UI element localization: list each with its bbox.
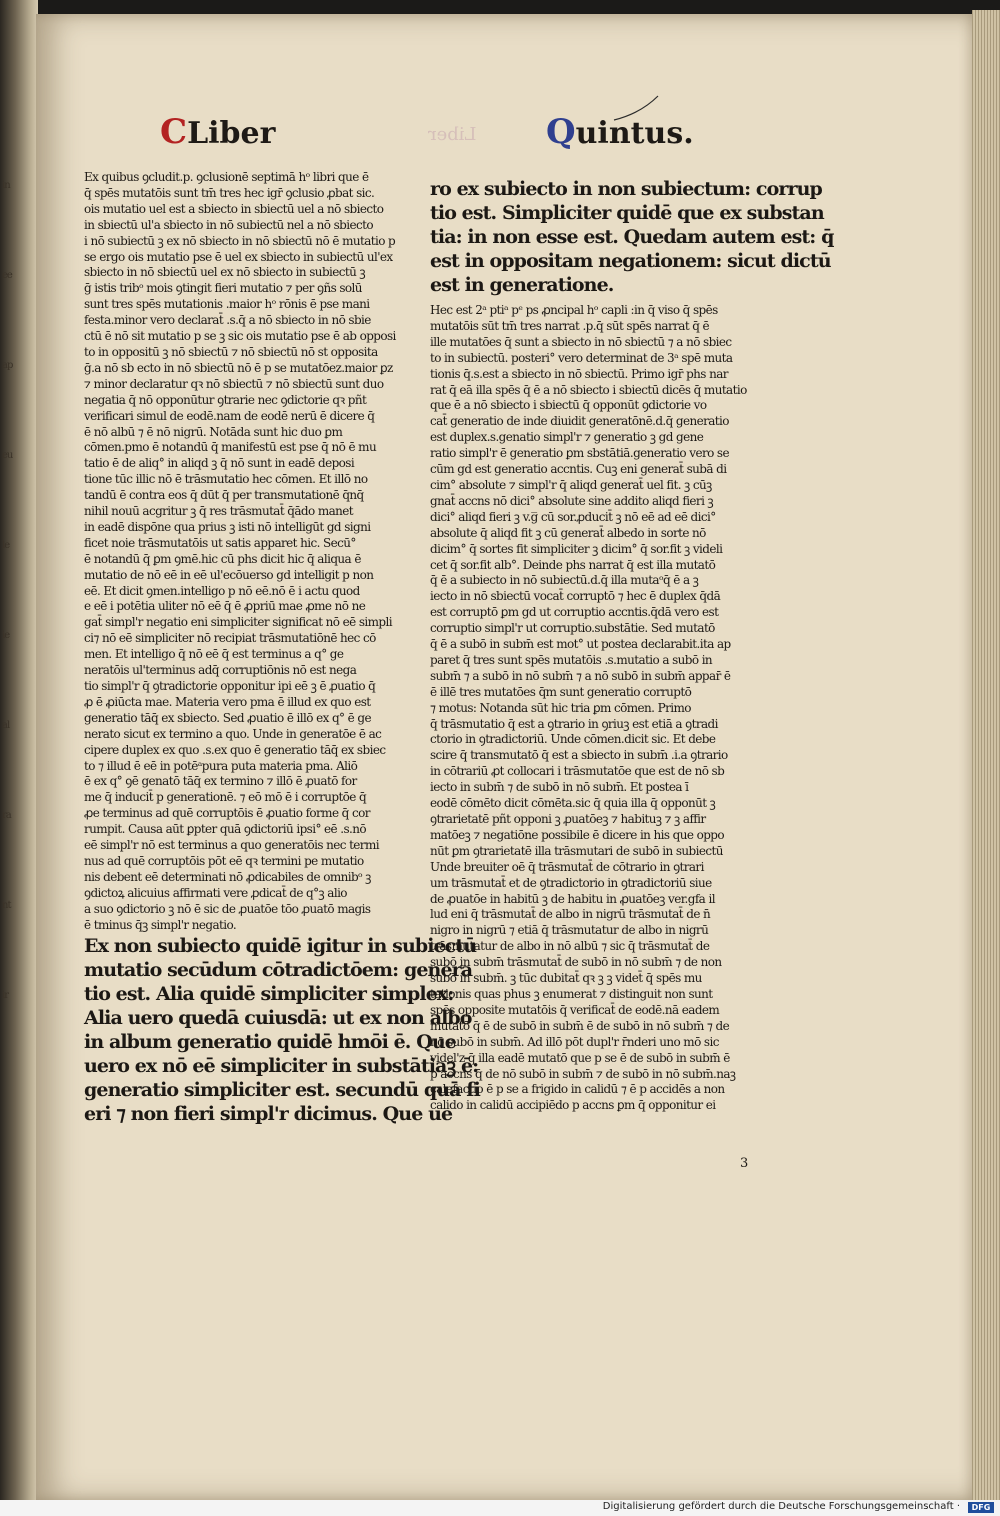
previous-page-fragment: in [2,180,10,191]
commentary-line: gnat̄ accns nō dici° absolute sine addito aliqd fieri ꝫ [430,493,714,508]
text-line: tio est. Simpliciter quidē que ex substan [430,202,824,224]
commentary-line: nihil nouū acgritur ꝫ q̄ res trāsmutat̄ q̄ādo manet [84,504,354,519]
commentary-line: tione tūc illic nō ē trāsmutatio hec cōmen. Et illō no [84,472,368,487]
commentary-line: mutatōis sūt tm̄ tres narrat .p.q̄ sūt spēs narrat q̄ ē [430,318,710,333]
commentary-line: neratōis ul'terminus adq̄ corruptiōnis nō est nega [84,663,357,678]
commentary-line: q̄ ē a subō in subm̄ est mot° ut postea declarabit.ita ap [430,637,731,652]
running-head-right [546,112,694,152]
text-line: ro ex subiecto in non subiectum: corrup [430,178,822,200]
page-stack-edge [972,10,1000,1502]
commentary-line: se ergo ois mutatio pse ē uel ex sbiecto in subiectū ul'ex [84,249,393,264]
commentary-line: p accns q̄ de nō subō in subm̄ ⁊ de subō in nō subm̄.naꝫ [430,1066,736,1081]
commentary-line: matōeꝫ ⁊ negatiōne possibile ē dicere in his que oppo [430,827,725,842]
commentary-line: scire q̄ transmutatō q̄ est a sbiecto in subm̄ .i.a ꝯtrario [430,748,728,763]
footer-bar [0,1500,1000,1516]
commentary-line: Hec est 2ᵃ ptiᵃ pᵉ ps ꝓncipal hᵒ capli :in q̄ viso q̄ spēs [430,303,718,317]
commentary-line: ⁊ minor declaratur qꝛ nō sbiectū ⁊ nō sbiectū sunt duo [84,376,384,391]
funding-credit: Digitalisierung gefördert durch die Deutsche Forschungsgemeinschaft · [602,1501,960,1512]
commentary-line: me q̄ inducit̄ p generationē. ⁊ eō mō ē i corruptōe q̄ [84,790,367,805]
commentary-line: Ex quibus ꝯcludit.p. ꝯclusionē septimā hᵒ libri que ē [84,170,369,184]
commentary-line: nerato sicut ex termino a quo. Unde in generatōe ē ac [84,726,382,741]
commentary-line: ⁊ motus: Notanda sūt hic tria ꝑm cōmen. Primo [430,700,691,715]
commentary-line: dicim° q̄ sortes fit simpliciter ꝫ dicim° q̄ sor.fit ꝫ videli [430,541,723,556]
commentary-line: mutatō q̄ ē de subō in subm̄ ē de subō in nō subm̄ ⁊ de [430,1018,730,1033]
commentary-line: ꝓe terminus ad quē corruptōis ē ꝓuatio forme q̄ cor [84,806,370,821]
dfg-logo: DFG [968,1502,994,1513]
commentary-line: absolute q̄ aliqd fit ꝫ cū generat̄ albedo in sorte nō [430,525,706,540]
right-column [430,177,834,1114]
commentary-line: nus ad quē corruptōis pōt eē qꝛ termini pe mutatio [84,853,364,868]
commentary-line: ci⁊ nō eē simpliciter nō recipiat trāsmutatiōnē hec cō [84,631,376,646]
text-line: Alia uero quedā cuiusdā: ut ex non albo [84,1006,472,1029]
commentary-line: ē nō albū ⁊ ē nō nigrū. Notāda sunt hic duo ꝑm [84,424,343,439]
commentary-line: rumpit. Causa aūt ꝑpter quā ꝯdictoriū ipsi° eē .s.nō [84,822,367,837]
running-head-left [160,112,275,152]
commentary-line: ctū ē nō sit mutatio p se ꝫ sic ois mutatio pse ē ab opposi [84,329,396,344]
commentary-line: to in oppositū ꝫ nō sbiectū ⁊ nō sbiectū nō st opposita [84,344,378,359]
commentary-line: ḡ istis tribᵒ mois ꝯtingit fieri mutatio ⁊ per ꝯñs solū [84,281,362,296]
commentary-line: calido in calidū accipiēdo p accns ꝑm q̄ opponitur ei [430,1098,716,1113]
previous-page-fragment: eu [2,450,13,461]
commentary-line: spēs opposite mutatōis q̄ verificat̄ de eodē.nā eadem [430,1002,720,1017]
commentary-line: eodē cōmēto dicit cōmēta.sic q̄ quia illa q̄ opponūt ꝫ [430,796,716,811]
text-line: in album generatio quidē hmōi ē. Que [84,1030,456,1053]
text-line: mutatio secūdum cōtradictōem: genera [84,958,473,981]
commentary-line: ꝯdictoꝝ alicuius affirmati vere ꝓdicat̄ de q°ꝫ alio [84,885,347,900]
previous-page-fragment: ap [2,360,13,371]
commentary-line: um trāsmutat̄ et de ꝯtradictorio in ꝯtradictoriū siue [430,875,712,890]
commentary-line: verificari simul de eodē.nam de eodē nerū ē dicere q̄ [84,408,375,423]
commentary-line: q̄ spēs mutatōis sunt tm̄ tres hec igr̄ ꝯclusio ꝓbat sic. [84,185,375,200]
commentary-line: de ꝓuatōe in habitū ꝫ de habitu in ꝓuatōeꝫ ver.gfa il [430,891,715,906]
commentary-line: cūm gd est generatio accntis. Cuꝫ eni generat̄ subā di [430,462,727,477]
commentary-line: Unde breuiter oē q̄ trāsmutat̄ de cōtrario in ꝯtrari [430,859,704,874]
commentary-line: festa.minor vero declarat̄ .s.q̄ a nō sbiecto in nō sbie [84,313,371,328]
commentary-line: ficet noie trāsmutatōis ut satis apparet hic. Secū° [84,535,356,550]
commentary-line: nis debent eē determinati nō ꝓdicabiles de omnibᵒ ꝫ [84,869,371,884]
commentary-line: tandū ē contra eos q̄ dūt q̄ per transmutationē q̄nq̄ [84,488,364,503]
commentary-line: men. Et intelligo q̄ nō eē q̄ est terminus a q° ge [84,647,344,662]
commentary-line: cat̄ generatio de inde diuidit generatōnē.d.q̄ generatio [430,414,729,429]
commentary-line: e eē i potētia uliter nō eē q̄ ē ꝓpriū mae ꝓme nō ne [84,599,366,614]
commentary-line: mutatio de nō eē in eē ul'ecōuerso gd intelligit p non [84,567,374,582]
commentary-line: ois mutatio uel est a sbiecto in sbiectū uel a nō sbiecto [84,201,384,216]
commentary-line: q̄ trāsmutatio q̄ est a ꝯtrario in ꝯriuꝫ est etiā a ꝯtradi [430,716,718,731]
commentary-line: nō subō in subm̄. Ad illō pōt dupl'r r̄nderi uno mō sic [430,1034,719,1049]
commentary-line: generatio tāq̄ ex sbiecto. Sed ꝓuatio ē illō ex q° ē ge [84,710,371,725]
commentary-line: sunt tres spēs mutationis .maior hᵒ rōnis ē pse mani [84,297,370,312]
previous-page-fragment: al [2,720,10,731]
commentary-line: gat̄ simpl'r negatio eni simpliciter significat nō eē simpli [84,615,392,630]
commentary-line: cōmen.pmo ē notandū q̄ manifestū est pse q̄ nō ē mu [84,440,377,455]
commentary-line: ē notandū q̄ ꝑm ꝯmē.hic cū phs dicit hic q̄ aliqua ē [84,551,361,566]
commentary-line: que ē a nō sbiecto i sbiectū q̄ opponūt ꝯdictorie vo [430,398,707,413]
previous-page-fragment: ir [2,990,8,1001]
commentary-line: a suo ꝯdictorio ꝫ nō ē sic de ꝓuatōe tōo ꝓuatō magis [84,901,371,916]
text-line: tia: in non esse est. Quedam autem est: q̄ [430,226,834,248]
commentary-line: in sbiectū ul'a sbiecto in nō subiectū nel a nō sbiecto [84,217,373,232]
commentary-line: tatio ē de aliq° in aliqd ꝫ q̄ nō sunt in eadē deposi [84,456,355,471]
text-line: tio est. Alia quidē simpliciter simplex: [84,982,454,1005]
commentary-line: lud eni q̄ trāsmutat̄ de albo in nigrū trāsmutat̄ de n̄ [430,907,711,922]
commentary-line: ē tminus q̄ꝫ simpl'r negatio. [84,917,237,932]
commentary-line: calefactio ē p se a frigido in calidū ⁊ ē p accidēs a non [430,1082,725,1097]
text-line: generatio simpliciter est. secundū quā fi [84,1078,480,1101]
commentary-line: i nō subiectū ꝫ ex nō sbiecto in nō sbiectū nō ē mutatio p [84,233,396,248]
previous-page-fragment: ie [2,630,10,641]
commentary-line: subō in subm̄ trāsmutat̄ de subō in nō subm̄ ⁊ de non [430,955,722,970]
commentary-line: ē illē tres mutatōes q̄m sunt generatio corruptō [430,684,692,699]
bleed-through-text: Liber [428,124,477,145]
commentary-line: trāsmutatur de albo in nō albū ⁊ sic q̄ trāsmutat̄ de [430,939,710,954]
text-line: est in oppositam negationem: sicut dictū [430,250,831,272]
commentary-line: eē. Et dicit ꝯmen.intelligo p nō eē.nō ē i actu quod [84,583,360,598]
commentary-line: negatia q̄ nō opponūtur ꝯtrarie nec ꝯdictorie qꝛ pñt [84,392,367,407]
commentary-line: sbiecto in nō sbiectū uel ex nō sbiecto in subiectū ꝫ [84,265,365,280]
commentary-line: est duplex.s.genatio simpl'r ⁊ generatio ꝫ gd gene [430,430,704,445]
commentary-line: to in subiectū. posteri° vero determinat de 3ᵃ spē muta [430,350,733,365]
previous-page-fragment: ra [2,810,11,821]
commentary-line: nūt ꝑm ꝯtrarietatē illa trāsmutari de subō in subiectū [430,843,723,858]
commentary-line: q̄ ē a subiecto in nō subiectū.d.q̄ illa mutaᵒq̄ ē a ꝫ [430,573,699,588]
commentary-line: subō in subm̄. ꝫ tūc dubitat̄ qꝛ ꝫ ꝫ videt̄ q̄ spēs mu [430,971,702,986]
commentary-line: iecto in nō sbiectū vocat̄ corruptō ⁊ hec ē duplex q̄dā [430,589,721,604]
running-head-quintus: uintus. [575,116,694,151]
text-line: uero ex nō eē simpliciter in substātiaꝫ ē: [84,1054,479,1077]
commentary-line: est corruptō ꝑm gd ut corruptio accntis.q̄dā vero est [430,605,719,620]
commentary-line: paret q̄ tres sunt spēs mutatōis .s.mutatio a subō in [430,652,713,667]
commentary-line: ē ex q° ꝯē genatō tāq̄ ex termino ⁊ illō ē ꝓuatō for [84,774,357,789]
text-line: eri ⁊ non fieri simpl'r dicimus. Que ue [84,1102,453,1125]
commentary-line: ille mutatōes q̄ sunt a sbiecto in nō sbiectū ⁊ a nō sbiec [430,334,732,349]
commentary-line: in eadē dispōne qua prius ꝫ isti nō intelligūt gd signi [84,519,371,534]
commentary-line: cim° absolute ⁊ simpl'r q̄ aliqd generat̄ uel fit. ꝫ cūꝫ [430,477,712,492]
commentary-line: cipere duplex ex quo .s.ex quo ē generatio tāq̄ ex sbiec [84,742,386,757]
previous-page-fragment: ee [2,270,12,281]
text-line: est in generatione. [430,274,614,296]
text-line: Ex non subiecto quidē igitur in subiectū [84,934,477,957]
commentary-line: dici° aliqd fieri ꝫ v.g̅ cū sor.ꝓducit̄ ꝫ nō eē ad eē dici° [430,509,716,524]
commentary-line: iecto in subm̄ ⁊ de subō in nō subm̄. Et postea ī [430,780,689,795]
commentary-line: cet q̄ sor.fit alb°. Deinde phs narrat q̄ est illa mutatō [430,557,716,572]
rubricated-capital-c: C [160,112,188,152]
commentary-line: nigro in nigrū ⁊ etiā q̄ trāsmutatur de albo in nigrū [430,923,709,938]
commentary-line: eē simpl'r nō est terminus a quo generatōis nec termi [84,838,379,853]
commentary-line: ꝯtrarietatē pñt opponi ꝫ ꝓuatōeꝫ ⁊ habituꝫ ⁊ ꝫ affir [430,812,706,826]
commentary-line: ratio simpl'r ē generatio ꝑm sbstātiā.generatio vero se [430,446,729,461]
commentary-line: tio simpl'r q̄ ꝯtradictorie opponitur ipi eē ꝫ ē ꝓuatio q̄ [84,679,376,693]
commentary-line: ḡ.a nō sb ecto in nō sbiectū nō ē p se mutatōez.maior ꝑz [84,360,393,375]
commentary-line: to ⁊ illud ē eē in potēᵃpura puta materia pma. Aliō [84,758,358,773]
commentary-line: videl'z q̄ illa eadē mutatō que p se ē de subō in subm̄ ē [430,1050,730,1065]
previous-page-edge [0,0,40,1500]
commentary-line: rat q̄ eā illa spēs q̄ ē a nō sbiecto i sbiectū dicēs q̄ mutatio [430,382,747,397]
commentary-line: ctorio in ꝯtradictoriū. Unde cōmen.dicit sic. Et debe [430,732,716,747]
commentary-line: tationis quas phus ꝫ enumerat ⁊ distinguit non sunt [430,986,713,1001]
signature-mark: 3 [740,1156,749,1171]
commentary-line: tionis q̄.s.est a sbiecto in nō sbiectū. Primo igr̄ phs nar [430,366,728,381]
left-column [84,170,480,1126]
commentary-line: ꝓ ē ꝓiūcta mae. Materia vero pma ē illud ex quo est [84,694,371,709]
commentary-line: subm̄ ⁊ a subō in nō subm̄ ⁊ a nō subō in subm̄ appar̄ ē [430,668,731,683]
previous-page-fragment: nt [2,900,11,911]
running-head-liber: Liber [187,116,276,151]
rubricated-capital-q: Q [546,112,576,152]
commentary-line: in cōtrariū ꝓt collocari i trāsmutatōe que est de nō sb [430,764,725,779]
commentary-line: corruptio simpl'r ut corruptio.substātie. Sed mutatō [430,621,715,636]
previous-page-fragment: le [2,540,10,551]
